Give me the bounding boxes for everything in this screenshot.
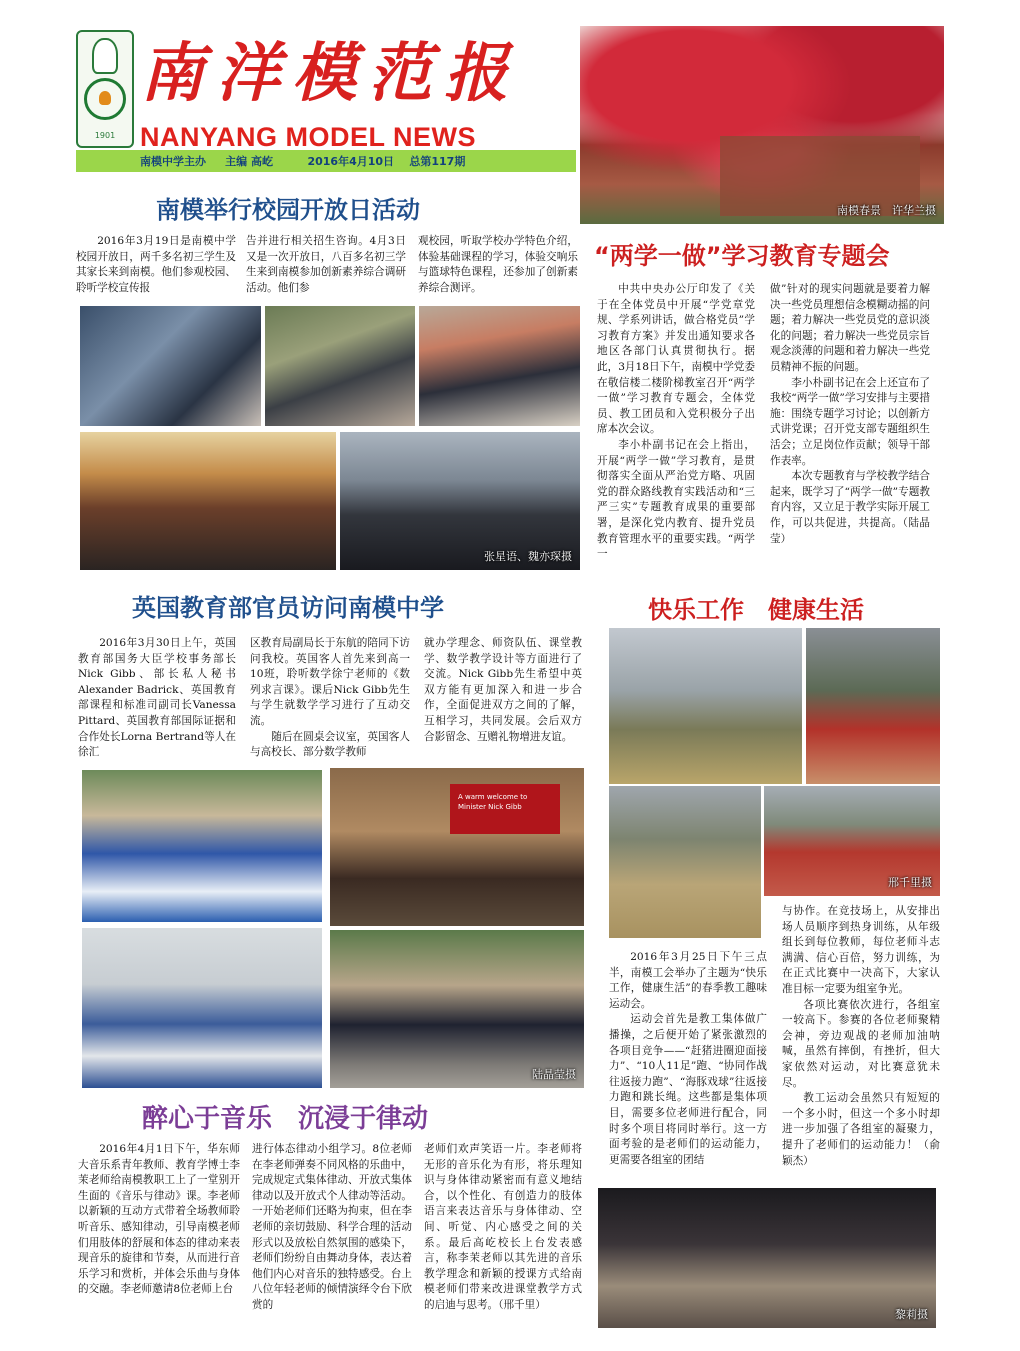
uk-visit-col1 bbox=[78, 636, 236, 761]
masthead-host: 南模中学主办 bbox=[140, 155, 206, 168]
liangxue-col1-p2: 李小朴副书记在会上指出，开展“两学一做”学习教育，是贯彻落实全面从严治党方略、巩固党的群众路线教育实践活动和“三严三实”专题教育成果的重要部署，是深化党内教育、提升党员教育管理水平的重要实践。“两学一 bbox=[597, 438, 755, 561]
liangxue-col2 bbox=[770, 282, 930, 547]
liangxue-col1 bbox=[597, 282, 755, 563]
happy-work-right-p3: 教工运动会虽然只有短短的一个多小时，但这一个多小时却进一步加强了各组室的凝聚力，提升了老师们的运动能力！（俞颖杰） bbox=[782, 1092, 940, 1167]
liangxue-headline: “两学一做”学习教育专题会 bbox=[594, 242, 890, 270]
music-col2 bbox=[252, 1142, 412, 1314]
music-col2-text: 进行体态律动小组学习。8位老师在李老师弹奏不同风格的乐曲中，完成规定式集体律动、开放式集体律动以及开放式个人律动等活动。一开始老师们还略为拘束，但在李老师的亲切鼓励、科学合理的活动形式以及放松自然氛围的感染下，老师们纷纷自由舞动身体，表达着他们内心对音乐的独特感受。台上八位年轻老师的倾情演绎令台下欣赏的 bbox=[252, 1143, 412, 1311]
cover-photo-spring-campus bbox=[580, 26, 944, 224]
open-day-photo-caption: 张星语、魏亦琛摄 bbox=[484, 550, 572, 563]
liangxue-col2-p2: 李小朴副书记在会上还宣布了我校“两学一做”学习安排与主要措施：围绕专题学习讨论；以创新方式讲党课；召开党支部专题组织生活会；立足岗位作贡献；领导干部作表率。 bbox=[770, 376, 930, 467]
uk-visit-photo-group bbox=[330, 930, 584, 1088]
sports-photo-4 bbox=[764, 786, 940, 896]
liangxue-col1-p1: 中共中央办公厅印发了《关于在全体党员中开展“学党章党规、学系列讲话，做合格党员”学习教育方案》并发出通知要求各地区各部门认真贯彻执行。据此，3月18日下午，南模中学党委在敬信楼二楼阶梯教室召开“两学一做”学习教育专题会，全体党员、教工团员和入党积极分子出席本次会议。 bbox=[597, 283, 755, 436]
music-col1-text: 2016年4月1日下午，华东师大音乐系青年教师、教育学博士李茉老师给南模教职工上了一堂别开生面的《音乐与律动》课。李老师以新颖的互动方式带着全场教师聆听音乐、感知律动，引导南模老师们用肢体的舒展和体态的律动来表现音乐的旋律和节奏，从而进行音乐学习和赏析，并体会乐曲与身体的交融。李老师邀请8位老师上台 bbox=[78, 1143, 240, 1296]
globe-icon bbox=[84, 78, 126, 120]
lion-icon bbox=[92, 38, 118, 74]
uk-visit-col3-text: 就办学理念、师资队伍、课堂教学、数学教学设计等方面进行了交流。Nick Gibb先生希望中英双方能有更加深入和进一步合作，全面促进双方之间的了解，互相学习，共同发展。会后双方合影留念、互赠礼物增进友谊。 bbox=[424, 637, 582, 743]
welcome-slide-text: A warm welcome to Minister Nick Gibb bbox=[458, 793, 528, 811]
open-day-photo-4 bbox=[80, 432, 336, 570]
uk-visit-col2-p2: 随后在圆桌会议室，英国客人与高校长、部分数学教师 bbox=[250, 730, 410, 759]
uk-visit-col1-text: 2016年3月30日上午，英国教育部国务大臣学校事务部长Nick Gibb、部长私人秘书Alexander Badrick、英国教育部课程和标准司副司长Vanessa Pittard、英国教育部国际证据和合作处长Lorna Bertrand等人在徐汇 bbox=[78, 637, 236, 759]
masthead-info bbox=[140, 153, 465, 169]
uk-visit-col3 bbox=[424, 636, 582, 745]
uk-visit-photo-caption: 陆晶莹摄 bbox=[532, 1068, 576, 1081]
masthead-title-cn: 南洋模范报 bbox=[140, 36, 520, 111]
open-day-col2 bbox=[246, 234, 406, 296]
music-class-photo bbox=[598, 1188, 936, 1328]
open-day-col1-text: 2016年3月19日是南模中学校园开放日，两千多名初三学生及其家长来到南模。他们参观校园、聆听学校宣传报 bbox=[76, 235, 236, 294]
welcome-slide bbox=[450, 784, 560, 834]
happy-work-right-col bbox=[782, 904, 940, 1169]
happy-work-left-col bbox=[609, 950, 767, 1168]
open-day-col3 bbox=[418, 234, 578, 296]
uk-visit-photo-classroom bbox=[82, 770, 322, 922]
open-day-col3-text: 观校园，听取学校办学特色介绍，体验基础课程的学习，体验交响乐与篮球特色课程，还参加了创新素养综合测评。 bbox=[418, 235, 578, 294]
uk-visit-photo-lecture bbox=[82, 928, 322, 1088]
uk-visit-col2-p1: 区教育局副局长于东航的陪同下访问我校。英国客人首先来到高一10班，聆听数学徐宁老师的《数列求言课》。课后Nick Gibb先生与学生就数学学习进行了互动交流。 bbox=[250, 637, 410, 727]
happy-work-right-p1: 与协作。在竞技场上，从安排出场人员顺序到热身训练，从年级组长到每位教师，每位老师斗志满满、信心百倍，努力训练，为在正式比赛中一决高下，大家认准目标一定要为组室争光。 bbox=[782, 905, 940, 995]
masthead-issue: 总第117期 bbox=[409, 155, 466, 168]
sports-photo-caption: 邢千里摄 bbox=[888, 876, 932, 889]
liangxue-col2-p3: 本次专题教育与学校教学结合起来，既学习了“两学一做”专题教育内容，又立足于教学实际开展工作，可以共促进，共提高。（陆晶莹） bbox=[770, 470, 930, 545]
open-day-photo-2 bbox=[265, 306, 415, 426]
open-day-col1 bbox=[76, 234, 236, 296]
happy-work-right-p2: 各项比赛依次进行，各组室一较高下。参赛的各位老师聚精会神，旁边观战的老师加油呐喊，虽然有摔倒，有挫折，但大家依然对运动，对比赛意犹未尽。 bbox=[782, 998, 940, 1089]
music-col3-text: 老师们欢声笑语一片。李老师将无形的音乐化为有形，将乐理知识与身体律动紧密而有意义地结合，以个性化、有创造力的肢体语言来表达音乐与身体律动、空间、听觉、内心感受之间的关系。最后高屹校长上台发表感言，称李茉老师以其先进的音乐教学理念和新颖的授课方式给南模老师们带来改进课堂教学方式的启迪与思考。（邢千里） bbox=[424, 1143, 582, 1311]
sports-photo-2 bbox=[806, 628, 940, 784]
open-day-col2-text: 告并进行相关招生咨询。4月3日又是一次开放日，八百多名初三学生来到南模参加创新素养综合调研活动。他们参 bbox=[246, 235, 406, 294]
open-day-photo-3 bbox=[419, 306, 580, 426]
school-emblem-logo bbox=[76, 30, 134, 148]
liangxue-col2-p1: 做”针对的现实问题就是要着力解决一些党员理想信念模糊动摇的问题；着力解决一些党员党的意识淡化的问题；着力解决一些党员宗旨观念淡薄的问题和着力解决一些党员精神不振的问题。 bbox=[770, 283, 930, 373]
music-col1 bbox=[78, 1142, 240, 1298]
masthead-title-en: NANYANG MODEL NEWS bbox=[140, 122, 477, 152]
happy-work-left-p1: 2016年3月25日下午三点半，南模工会举办了主题为“快乐工作，健康生活”的春季教工趣味运动会。 bbox=[609, 951, 767, 1010]
happy-work-left-p2: 运动会首先是教工集体做广播操，之后便开始了紧张激烈的各项目竞争——“赶猪进圈迎面接力”、“10人11足”跑、“协同作战往返接力跑”、“海豚戏球”往返接力跑和跳长绳。这些都是集体项目，需要多位老师进行配合，同时多个项目将同时举行。这一方面考验的是老师们的运动能力，更需要各组室的团结 bbox=[609, 1013, 767, 1166]
uk-visit-photo-meeting bbox=[330, 768, 584, 926]
masthead-date: 2016年4月10日 bbox=[307, 155, 395, 168]
happy-work-headline: 快乐工作 健康生活 bbox=[648, 596, 864, 624]
logo-year: 1901 bbox=[94, 131, 116, 140]
open-day-photo-1 bbox=[80, 306, 261, 426]
cover-photo-caption: 南模春景 许华兰摄 bbox=[837, 204, 936, 217]
music-col3 bbox=[424, 1142, 582, 1314]
open-day-headline: 南模举行校园开放日活动 bbox=[156, 196, 420, 224]
masthead-editor: 主编 高屹 bbox=[225, 155, 273, 168]
music-class-photo-caption: 黎莉摄 bbox=[895, 1308, 928, 1321]
music-headline: 醉心于音乐 沉浸于律动 bbox=[142, 1104, 429, 1134]
uk-visit-headline: 英国教育部官员访问南模中学 bbox=[132, 594, 444, 622]
sports-photo-1 bbox=[609, 628, 802, 784]
sports-photo-3 bbox=[609, 786, 761, 938]
uk-visit-col2 bbox=[250, 636, 410, 761]
open-day-photo-5 bbox=[340, 432, 580, 570]
